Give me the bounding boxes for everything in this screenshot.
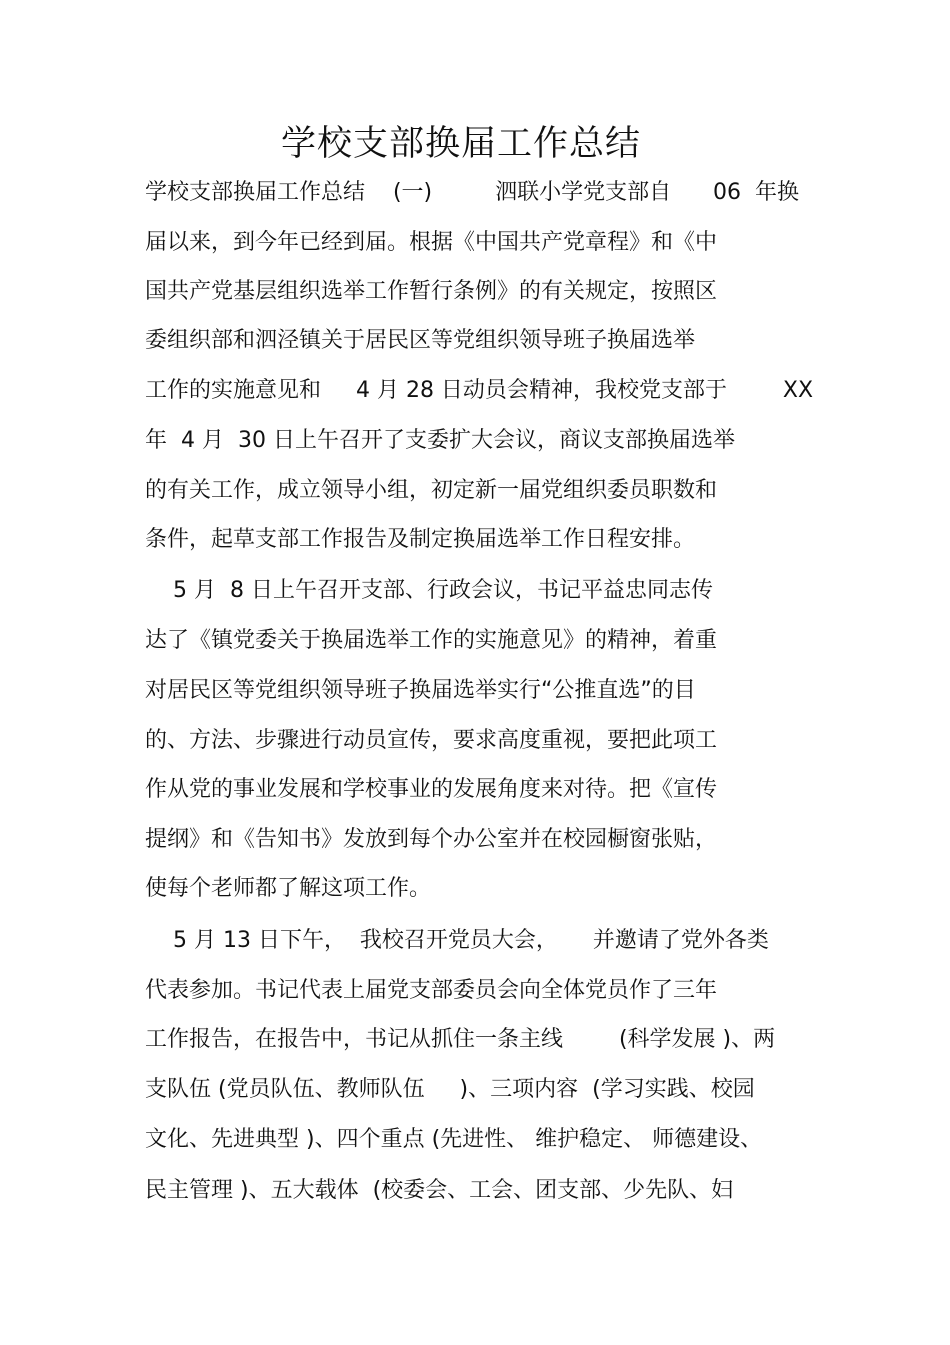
body-line-14: 提纲》和《告知书》发放到每个办公室并在校园橱窗张贴， <box>145 827 718 852</box>
body-line-16: 5 月 13 日下午， 我校召开党员大会， 并邀请了党外各类 <box>145 928 769 953</box>
body-line-8: 条件，起草支部工作报告及制定换届选举工作日程安排。 <box>145 527 696 552</box>
body-line-2: 届以来，到今年已经到届。根据《中国共产党章程》和《中 <box>145 230 718 255</box>
body-line-6: 年 4 月 30 日上午召开了支委扩大会议，商议支部换届选举 <box>145 428 735 453</box>
body-line-4: 委组织部和泗泾镇关于居民区等党组织领导班子换届选举 <box>145 328 696 353</box>
body-line-5: 工作的实施意见和 4 月 28 日动员会精神，我校党支部于 XX <box>145 378 814 403</box>
body-line-17: 代表参加。书记代表上届党支部委员会向全体党员作了三年 <box>145 978 718 1003</box>
body-line-13: 作从党的事业发展和学校事业的发展角度来对待。把《宣传 <box>145 777 718 802</box>
body-line-11: 对居民区等党组织领导班子换届选举实行“公推直选”的目 <box>145 678 696 703</box>
body-line-3: 国共产党基层组织选举工作暂行条例》的有关规定，按照区 <box>145 279 718 304</box>
body-line-1: 学校支部换届工作总结 (一) 泗联小学党支部自 06 年换 <box>145 180 800 205</box>
body-line-9: 5 月 8 日上午召开支部、行政会议，书记平益忠同志传 <box>145 578 713 603</box>
body-line-20: 文化、先进典型 )、四个重点 (先进性、 维护稳定、 师德建设、 <box>145 1127 763 1152</box>
body-line-7: 的有关工作，成立领导小组，初定新一届党组织委员职数和 <box>145 478 718 503</box>
document-title: 学校支部换届工作总结 <box>280 124 641 164</box>
body-line-10: 达了《镇党委关于换届选举工作的实施意见》的精神，着重 <box>145 628 718 653</box>
body-line-19: 支队伍 (党员队伍、教师队伍 )、三项内容 (学习实践、校园 <box>145 1077 755 1102</box>
body-line-15: 使每个老师都了解这项工作。 <box>145 876 432 901</box>
body-line-21: 民主管理 )、五大载体 (校委会、工会、团支部、少先队、妇 <box>145 1178 734 1203</box>
body-line-12: 的、方法、步骤进行动员宣传，要求高度重视，要把此项工 <box>145 728 718 753</box>
body-line-18: 工作报告，在报告中，书记从抓住一条主线 (科学发展 )、两 <box>145 1027 776 1052</box>
